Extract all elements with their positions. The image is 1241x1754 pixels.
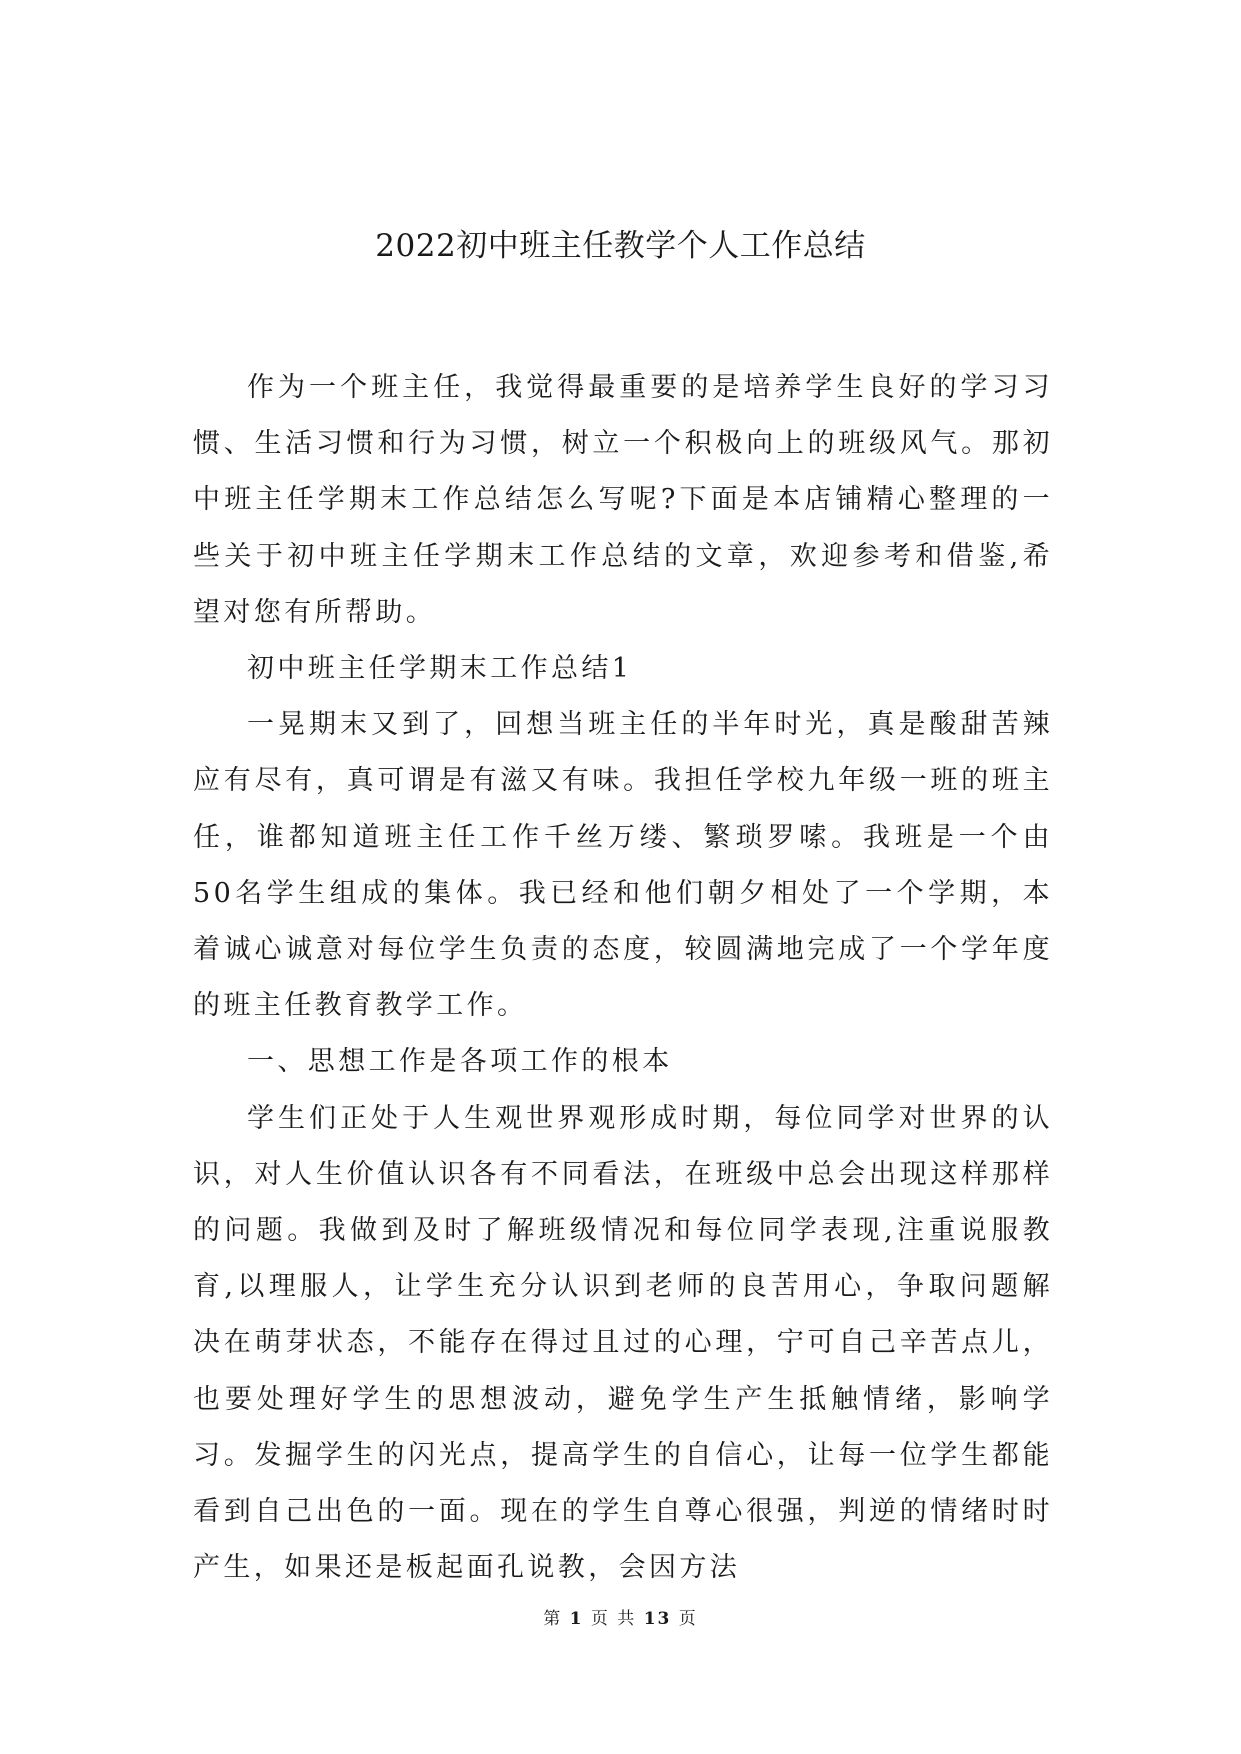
section-heading-thought-work: 一、思想工作是各项工作的根本 — [247, 1046, 673, 1078]
paragraph-thought-work: 学生们正处于人生观世界观形成时期，每位同学对世界的认识，对人生价值认识各有不同看法，在班级中总会出现这样那样的问题。我做到及时了解班级情况和每位同学表现,注重说服教育,以理服人，让学生充分认识到老师的良苦用心，争取问题解决在萌芽状态，不能存在得过且过的心理，宁可自己辛苦点儿，也要处理好学生的思想波动，避免学生产生抵触情绪，影响学习。发掘学生的闪光点，提高学生的自信心，让每一位学生都能看到自己出色的一面。现在的学生自尊心很强，判逆的情绪时时产生，如果还是板起面孔说教，会因方法 — [193, 1102, 1053, 1584]
section-heading-summary-1: 初中班主任学期末工作总结1 — [247, 653, 633, 685]
paragraph-intro: 作为一个班主任，我觉得最重要的是培养学生良好的学习习惯、生活习惯和行为习惯，树立一个积极向上的班级风气。那初中班主任学期末工作总结怎么写呢?下面是本店铺精心整理的一些关于初中班主任学期末工作总结的文章，欢迎参考和借鉴,希望对您有所帮助。 — [193, 372, 1053, 628]
paragraph-summary-opening: 一晃期末又到了，回想当班主任的半年时光，真是酸甜苦辣应有尽有，真可谓是有滋又有味。我担任学校九年级一班的班主任，谁都知道班主任工作千丝万缕、繁琐罗嗦。我班是一个由50名学生组成的集体。我已经和他们朝夕相处了一个学期，本着诚心诚意对每位学生负责的态度，较圆满地完成了一个学年度的班主任教育教学工作。 — [193, 709, 1053, 1022]
footer-middle: 页 共 — [590, 1609, 637, 1629]
document-body — [193, 360, 1053, 1596]
footer-total-pages: 13 — [643, 1609, 672, 1629]
footer-suffix: 页 — [678, 1609, 698, 1629]
footer-current-page: 1 — [569, 1609, 584, 1629]
page-footer — [0, 1608, 1241, 1630]
footer-prefix: 第 — [543, 1609, 563, 1629]
document-title: 2022初中班主任教学个人工作总结 — [375, 228, 866, 264]
